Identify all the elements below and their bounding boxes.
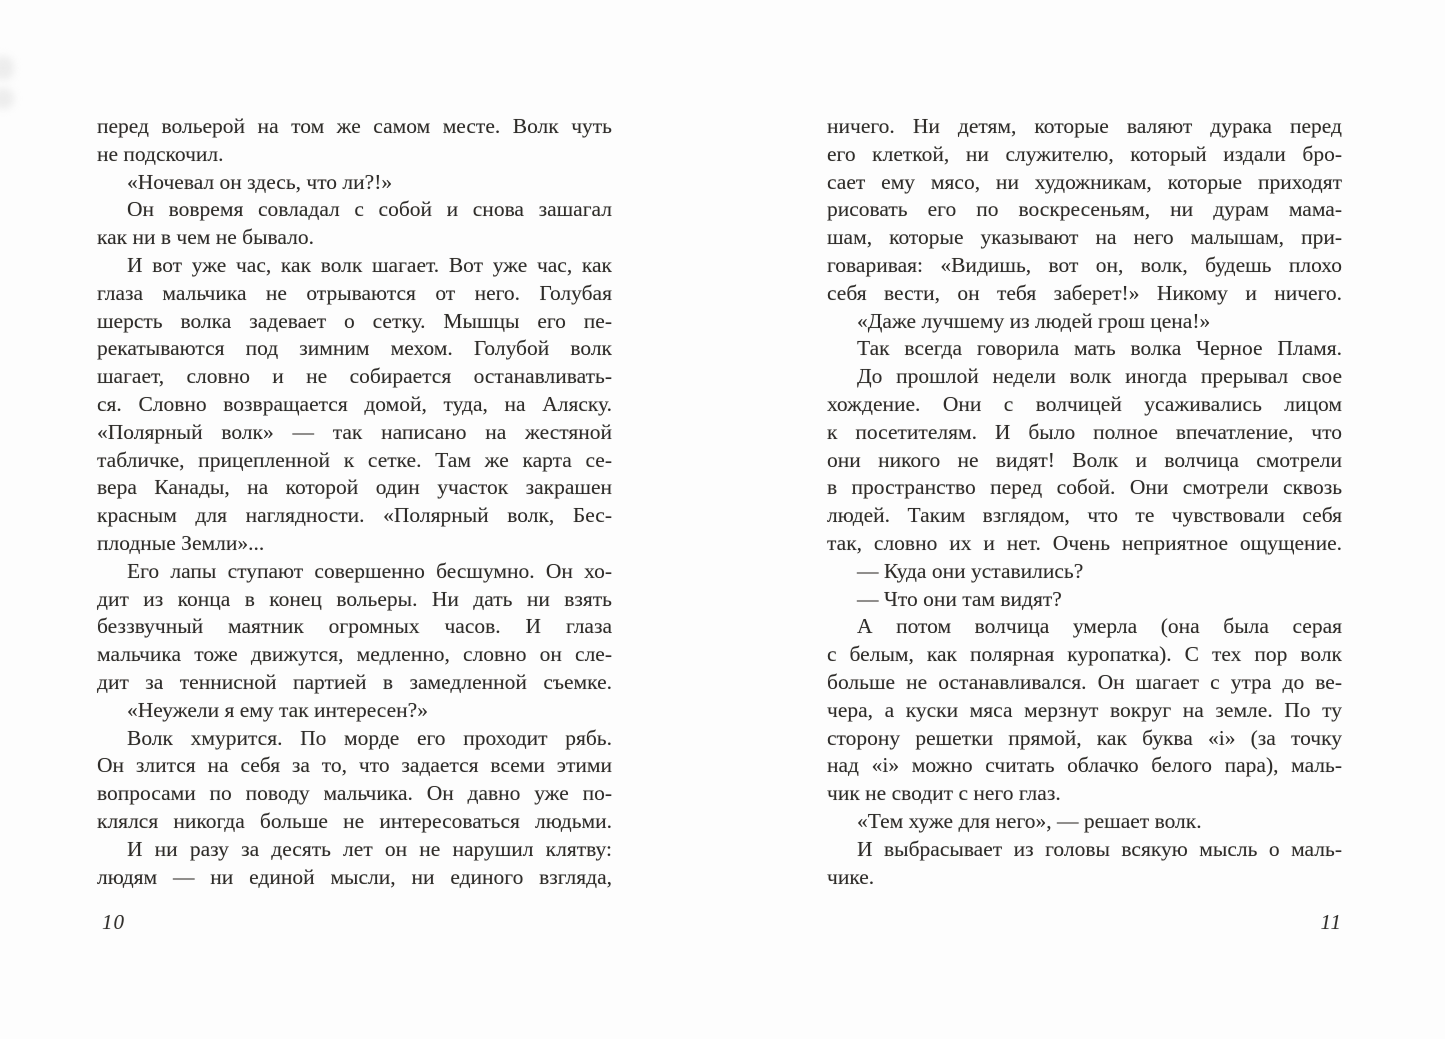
text-line: До прошлой недели волк иногда прерывал свое	[857, 364, 1342, 389]
text-line: они никого не видят! Волк и волчица смотрели	[827, 447, 1342, 472]
text-line: красным для наглядности. «Полярный волк, Бес-	[97, 503, 612, 528]
text-line: — Что они там видят?	[857, 586, 1062, 611]
text-line: чик не сводит с него глаз.	[827, 781, 1061, 806]
text-line: «Даже лучшему из людей грош цена!»	[857, 308, 1211, 333]
text-line: А потом волчица умерла (она была серая	[857, 614, 1342, 639]
text-line: шерсть волка задевает о сетку. Мышцы его пе-	[97, 308, 612, 333]
page-number-10: 10	[102, 910, 125, 934]
text-line: людям — ни единой мысли, ни единого взгляда,	[97, 864, 612, 889]
page-11	[827, 113, 1342, 973]
text-line: «Тем хуже для него», — решает волк.	[857, 808, 1202, 833]
text-line: рисовать его по воскресеньям, ни дурам мама-	[827, 197, 1342, 222]
scan-smudge	[0, 88, 14, 109]
text-line: клялся никогда больше не интересоваться людьми.	[97, 808, 612, 833]
text-line: над «i» можно считать облачко белого пара), маль-	[827, 753, 1342, 778]
text-line: И выбрасывает из головы всякую мысль о маль-	[857, 836, 1342, 861]
text-line: людей. Таким взглядом, что те чувствовали себя	[827, 503, 1342, 528]
page-10-text-block	[97, 113, 612, 891]
text-line: дит за теннисной партией в замедленной съемке.	[97, 669, 612, 694]
text-line: шам, которые указывают на него малышам, при-	[827, 225, 1342, 250]
text-line: Так всегда говорила мать волка Черное Пламя.	[857, 336, 1342, 361]
text-line: чера, а куски мяса мерзнут вокруг на земле. По ту	[827, 697, 1342, 722]
text-line: «Неужели я ему так интересен?»	[127, 697, 428, 722]
text-line: ничего. Ни детям, которые валяют дурака перед	[827, 114, 1342, 138]
text-line: чике.	[827, 864, 875, 889]
page-11-text-block	[827, 113, 1342, 891]
text-line: как ни в чем не бывало.	[97, 225, 314, 250]
text-line: Волк хмурится. По морде его проходит рябь.	[127, 725, 612, 750]
text-line: так, словно их и нет. Очень неприятное ощущение.	[827, 530, 1342, 555]
text-line: сает ему мясо, ни художникам, которые приходят	[827, 169, 1342, 194]
text-line: дит из конца в конец вольеры. Ни дать ни взять	[97, 586, 612, 611]
page-10	[97, 113, 612, 973]
text-line: больше не останавливался. Он шагает с утра до ве-	[827, 669, 1342, 694]
text-line: в пространство перед собой. Они смотрели сквозь	[827, 475, 1342, 500]
text-line: хождение. Они с волчицей усаживались лицом	[827, 391, 1342, 416]
text-line: И ни разу за десять лет он не нарушил клятву:	[127, 836, 612, 861]
text-line: глаза мальчика не отрываются от него. Голубая	[97, 280, 612, 305]
text-line: вера Канады, на которой один участок закрашен	[97, 475, 612, 500]
text-line: к посетителям. И было полное впечатление, что	[827, 419, 1342, 444]
text-line: Его лапы ступают совершенно бесшумно. Он хо-	[127, 558, 612, 583]
text-line: — Куда они уставились?	[857, 558, 1084, 583]
text-line: его клеткой, ни служителю, который издали бро-	[827, 141, 1342, 166]
text-line: шагает, словно и не собирается останавливать-	[97, 364, 612, 389]
scan-smudge	[0, 56, 14, 80]
text-line: И вот уже час, как волк шагает. Вот уже час, как	[127, 252, 612, 277]
text-line: вопросами по поводу мальчика. Он давно уже по-	[97, 781, 612, 806]
text-line: говаривая: «Видишь, вот он, волк, будешь плохо	[827, 252, 1342, 277]
text-line: себя вести, он тебя заберет!» Никому и ничего.	[827, 280, 1342, 305]
page-number-11: 11	[1320, 910, 1342, 934]
text-line: не подскочил.	[97, 141, 224, 166]
text-line: «Полярный волк» — так написано на жестяной	[97, 419, 612, 444]
text-line: перед вольерой на том же самом месте. Волк чуть	[97, 114, 612, 138]
text-line: табличке, прицепленной к сетке. Там же карта се-	[97, 447, 612, 472]
text-line: рекатываются под зимним мехом. Голубой волк	[97, 336, 612, 361]
text-line: мальчика тоже движутся, медленно, словно он сле-	[97, 642, 612, 667]
text-line: Он злится на себя за то, что задается всеми этими	[97, 753, 612, 778]
text-line: Он вовремя совладал с собой и снова зашагал	[127, 197, 612, 222]
text-line: плодные Земли»...	[97, 530, 265, 555]
text-line: «Ночевал он здесь, что ли?!»	[127, 169, 393, 194]
text-line: ся. Словно возвращается домой, туда, на Аляску.	[97, 391, 612, 416]
text-line: беззвучный маятник огромных часов. И глаза	[97, 614, 612, 639]
text-line: сторону решетки прямой, как буква «i» (за точку	[827, 725, 1342, 750]
text-line: с белым, как полярная куропатка). С тех пор волк	[827, 642, 1342, 667]
